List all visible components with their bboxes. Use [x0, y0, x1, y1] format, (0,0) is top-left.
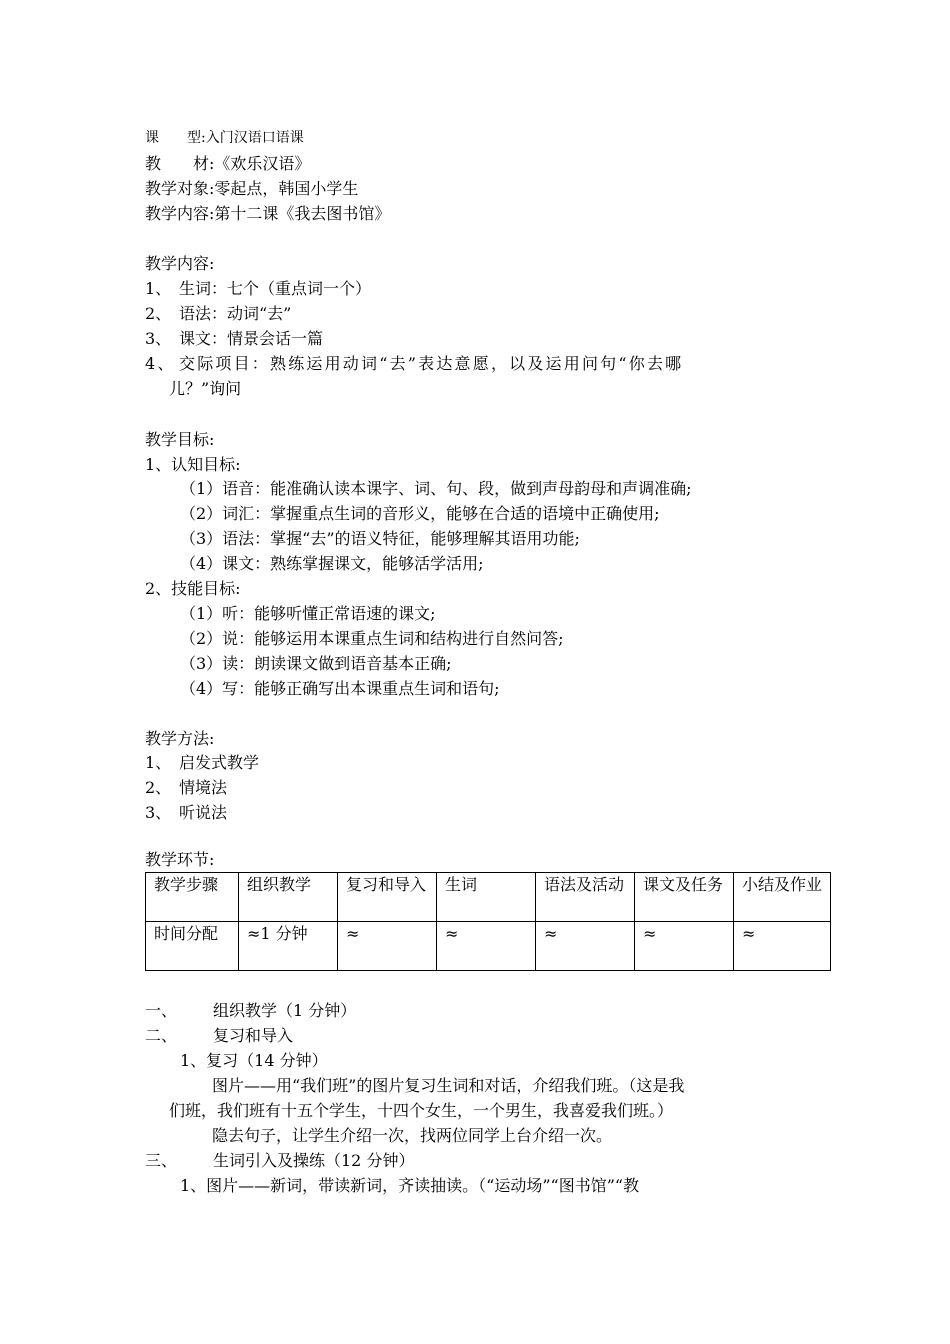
method-item-num: 1、: [145, 753, 172, 772]
table-cell: 组织教学: [239, 873, 338, 922]
content-item-num: 3、: [145, 329, 172, 348]
cognitive-goal-item: （3）语法：掌握“去”的语义特征，能够理解其语用功能;: [180, 529, 580, 548]
content-item-num: 2、: [145, 304, 172, 323]
skill-goal-item: （1）听：能够听懂正常语速的课文;: [180, 604, 436, 623]
table-row: [146, 873, 831, 922]
table-cell: 语法及活动: [536, 873, 635, 922]
table-cell: ≈: [734, 922, 831, 971]
content-item-text: 交际项目：熟练运用动词“去”表达意愿，以及运用问句“你去哪: [179, 354, 684, 373]
content-item: [145, 352, 683, 376]
process-step-num: 三、: [145, 1151, 178, 1170]
table-cell: 小结及作业: [734, 873, 831, 922]
steps-table: [145, 872, 831, 971]
audience-label: 教学对象:: [145, 179, 215, 198]
content-section-title: 教学内容:: [145, 254, 215, 273]
content-item-text: 课文：情景会话一篇: [179, 329, 324, 348]
lesson-content-label: 教学内容:: [145, 204, 215, 223]
course-type-label: 课 型:: [145, 130, 206, 146]
content-item-continuation: 儿？”询问: [169, 379, 242, 398]
method-item: [145, 776, 227, 800]
table-cell: ≈: [536, 922, 635, 971]
goals-title: 教学目标:: [145, 430, 215, 449]
table-cell: 时间分配: [146, 922, 239, 971]
audience-line: [145, 177, 358, 201]
methods-title: 教学方法:: [145, 729, 215, 748]
method-item: [145, 751, 259, 775]
lesson-content-value: 第十二课《我去图书馆》: [214, 204, 391, 223]
process-step-text: 复习和导入: [213, 1026, 294, 1045]
table-cell: ≈: [635, 922, 734, 971]
cognitive-goal-item: （2）词汇：掌握重点生词的音形义，能够在合适的语境中正确使用;: [180, 504, 660, 523]
process-step: [145, 1024, 293, 1048]
course-type-line: [145, 126, 304, 150]
table-cell: 课文及任务: [635, 873, 734, 922]
process-substep: 1、复习（14 分钟）: [180, 1051, 328, 1070]
process-paragraph-continuation: 们班，我们班有十五个学生，十四个女生，一个男生，我喜爱我们班。）: [169, 1101, 674, 1120]
process-paragraph: 隐去句子，让学生介绍一次，找两位同学上台介绍一次。: [212, 1126, 613, 1145]
textbook-label: 教 材:: [145, 154, 215, 173]
method-item-num: 3、: [145, 803, 172, 822]
method-item: [145, 801, 227, 825]
method-item-text: 情境法: [179, 778, 228, 797]
table-cell: 复习和导入: [338, 873, 437, 922]
content-item-num: 1、: [145, 279, 172, 298]
cognitive-goal-item: （1）语音：能准确认读本课字、词、句、段，做到声母韵母和声调准确;: [180, 479, 692, 498]
process-substep: 1、图片——新词，带读新词，齐读抽读。（“运动场”“图书馆”“教: [180, 1176, 640, 1195]
textbook-value: 《欢乐汉语》: [214, 154, 311, 173]
content-item: [145, 327, 323, 351]
table-cell: ≈: [338, 922, 437, 971]
process-step: [145, 999, 356, 1023]
content-item-text: 语法：动词“去”: [179, 304, 292, 323]
steps-title: 教学环节:: [145, 850, 215, 869]
cognitive-goals-title: 1、认知目标:: [145, 455, 241, 474]
process-step-num: 二、: [145, 1026, 178, 1045]
course-type-value: 入门汉语口语课: [205, 130, 304, 146]
audience-value: 零起点，韩国小学生: [214, 179, 359, 198]
table-cell: ≈1 分钟: [239, 922, 338, 971]
table-cell: 教学步骤: [146, 873, 239, 922]
method-item-text: 听说法: [179, 803, 228, 822]
content-item-text: 生词：七个（重点词一个）: [179, 279, 372, 298]
method-item-text: 启发式教学: [179, 753, 260, 772]
process-step-text: 组织教学（1 分钟）: [213, 1001, 357, 1020]
textbook-line: [145, 152, 310, 176]
skill-goals-title: 2、技能目标:: [145, 579, 241, 598]
lesson-content-line: [145, 202, 390, 226]
content-item: [145, 277, 371, 301]
table-cell: ≈: [437, 922, 536, 971]
process-paragraph: 图片——用“我们班”的图片复习生词和对话，介绍我们班。（这是我: [212, 1076, 685, 1095]
skill-goal-item: （4）写：能够正确写出本课重点生词和语句;: [180, 679, 500, 698]
content-item-num: 4、: [145, 354, 176, 373]
skill-goal-item: （2）说：能够运用本课重点生词和结构进行自然问答;: [180, 629, 564, 648]
process-step-num: 一、: [145, 1001, 178, 1020]
table-row: [146, 922, 831, 971]
content-item: [145, 302, 291, 326]
cognitive-goal-item: （4）课文：熟练掌握课文，能够活学活用;: [180, 554, 484, 573]
table-cell: 生词: [437, 873, 536, 922]
process-step: [145, 1149, 414, 1173]
method-item-num: 2、: [145, 778, 172, 797]
skill-goal-item: （3）读：朗读课文做到语音基本正确;: [180, 654, 452, 673]
process-step-text: 生词引入及操练（12 分钟）: [213, 1151, 415, 1170]
